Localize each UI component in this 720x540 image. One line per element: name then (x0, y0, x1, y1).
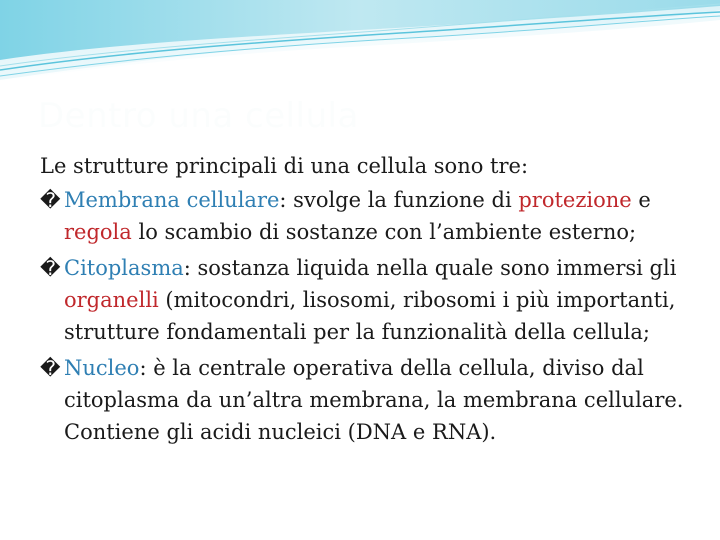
bullet-glyph-icon: � (40, 256, 61, 280)
header-wave-decoration (0, 0, 720, 95)
bullet-text: : svolge la funzione di (279, 188, 519, 212)
slide-content (40, 150, 690, 448)
bullet-membrana (40, 184, 690, 248)
highlight-organelli: organelli (64, 288, 159, 312)
bullet-glyph-icon: � (40, 188, 61, 212)
bullet-text: : è la centrale operativa della cellula, diviso dal citoplasma da un’altra membrana, la membrana cellulare. Contiene gli acidi nucleici (DNA e RNA). (64, 356, 684, 444)
term-membrana: Membrana cellulare (64, 188, 280, 212)
highlight-regola: regola (64, 220, 132, 244)
bullet-nucleo (40, 352, 690, 448)
bullet-glyph-icon: � (40, 356, 61, 380)
bullet-text: : sostanza liquida nella quale sono immersi gli (183, 256, 677, 280)
bullet-citoplasma (40, 252, 690, 348)
highlight-protezione: protezione (518, 188, 632, 212)
term-citoplasma: Citoplasma (64, 256, 184, 280)
term-nucleo: Nucleo (64, 356, 140, 380)
intro-text: Le strutture principali di una cellula sono tre: (40, 154, 529, 178)
bullet-text: lo scambio di sostanze con l’ambiente esterno; (131, 220, 637, 244)
bullet-text: e (631, 188, 651, 212)
bullet-text: (mitocondri, lisosomi, ribosomi i più importanti, strutture fondamentali per la funzionalità della cellula; (64, 288, 676, 344)
slide-title: Dentro una cellula (38, 96, 359, 136)
